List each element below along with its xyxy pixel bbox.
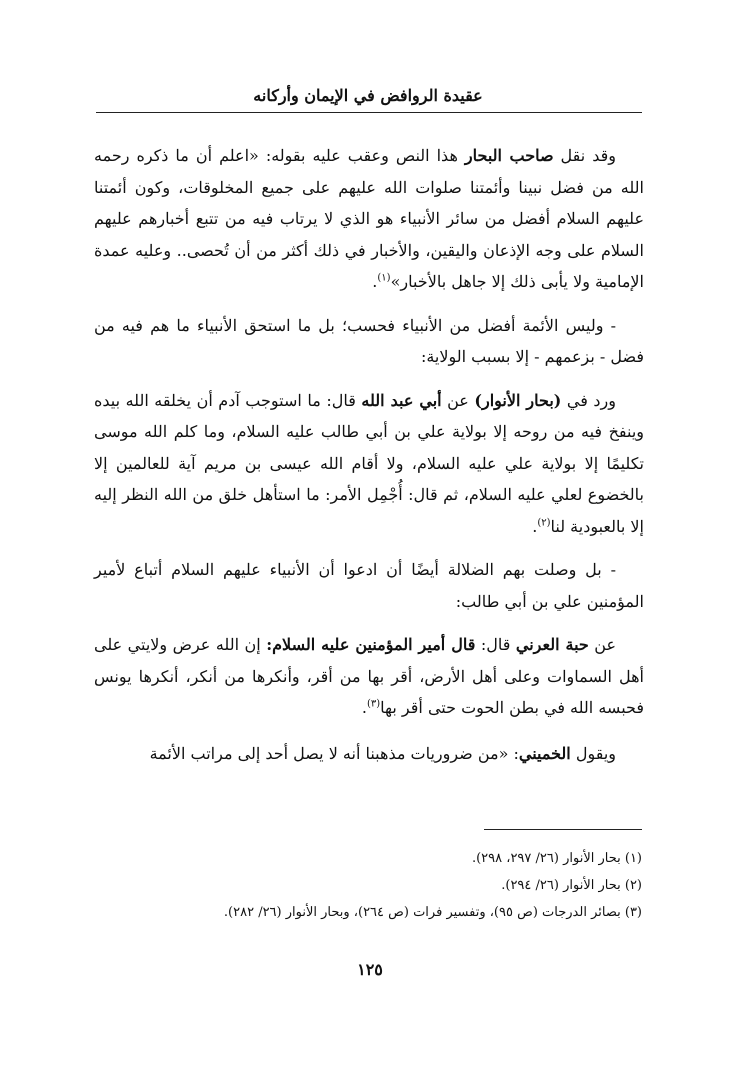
main-text xyxy=(94,140,644,781)
footnote-2: (٢) بحار الأنوار (٢٦/ ٢٩٤). xyxy=(501,878,642,893)
footnote-ref-1[interactable]: (١) xyxy=(377,272,391,284)
footnote-ref-3[interactable]: (٣) xyxy=(366,698,381,710)
p3-bold-narrator: أبي عبد الله xyxy=(361,390,442,410)
p5-bold-narrator: حبة العرني xyxy=(515,635,589,654)
page-header: عقيدة الروافض في الإيمان وأركانه xyxy=(253,86,483,105)
p5-text-a: عن xyxy=(588,635,617,654)
p3-end: . xyxy=(532,516,538,536)
p3-bold-source: (بحار الأنوار) xyxy=(474,390,562,410)
footnotes xyxy=(96,845,642,926)
p6-bold-author: الخميني xyxy=(518,743,571,763)
page-number: ١٢٥ xyxy=(357,960,383,979)
p5-bold-speaker: قال أمير المؤمنين عليه السلام: xyxy=(266,635,476,654)
p3-text-c: عن xyxy=(441,390,475,410)
p5-text-c: قال: xyxy=(475,635,516,654)
footnote-divider xyxy=(484,829,642,830)
p1-end: . xyxy=(372,272,378,291)
p1-text-c: هذا النص وعقب عليه بقوله: «اعلم أن ما ذكره رحمه الله من فضل نبينا وأئمتنا صلوات الله عليهم على جميع المخلوقات، وكون أئمتنا عليهم السلام أفضل من سائر الأنبياء هو الذي لا يرتاب فيه من تتبع أخبارهم عليهم السلام على وجه الإذعان واليقين، والأخبار في ذلك أكثر من أن تُحصى.. وعليه عمدة الإمامية ولا يأبى ذلك إلا جاهل بالأخبار» xyxy=(94,146,644,291)
p1-text-a: وقد نقل xyxy=(553,146,617,165)
p6-text-a: ويقول xyxy=(570,743,616,763)
paragraph-2 xyxy=(94,310,644,373)
footnote-ref-2[interactable]: (٢) xyxy=(537,517,551,529)
p5-text-d: إن الله عرض ولايتي على أهل السماوات وعلى أهل الأرض، أقر بها من أقر، وأنكرها من أنكر، أنكرها يونس فحبسه الله في بطن الحوت حتى أقر بها xyxy=(94,635,644,717)
paragraph-5 xyxy=(94,629,644,724)
paragraph-3 xyxy=(94,385,644,543)
p4-text: - بل وصلت بهم الضلالة أيضًا أن ادعوا أن الأنبياء عليهم السلام أتباع لأمير المؤمنين علي بن أبي طالب: xyxy=(94,560,644,611)
p6-text-c: : «من ضروريات مذهبنا أنه لا يصل أحد إلى مراتب الأئمة xyxy=(149,743,519,763)
footnote-1: (١) بحار الأنوار (٢٦/ ٢٩٧، ٢٩٨). xyxy=(471,851,642,866)
footnote-3: (٣) بصائر الدرجات (ص ٩٥)، وتفسير فرات (ص ٢٦٤)، وبحار الأنوار (٢٦/ ٢٨٢). xyxy=(223,905,642,920)
header-divider xyxy=(96,112,642,113)
p3-text-d: قال: ما استوجب آدم أن يخلقه الله بيده وينفخ فيه من روحه إلا بولاية علي بن أبي طالب عليه السلام، وما كلم الله موسى تكليمًا إلا بولاية علي عليه السلام، ولا أقام الله عيسى بن مريم آية للعالمين إلا بالخضوع لعلي عليه السلام، ثم قال: أُجْمِل الأمر: ما استأهل خلق من الله النظر إليه إلا بالعبودية لنا xyxy=(94,390,644,536)
p3-text-a: ورد في xyxy=(561,390,616,410)
p5-end: . xyxy=(361,698,367,717)
p2-text: - وليس الأئمة أفضل من الأنبياء فحسب؛ بل ما استحق الأنبياء ما هم فيه من فضل - بزعمهم - إلا بسبب الولاية: xyxy=(94,315,644,366)
paragraph-6 xyxy=(94,738,644,770)
paragraph-1 xyxy=(94,140,644,298)
paragraph-4 xyxy=(94,554,644,617)
p1-bold-author: صاحب البحار xyxy=(464,146,554,165)
